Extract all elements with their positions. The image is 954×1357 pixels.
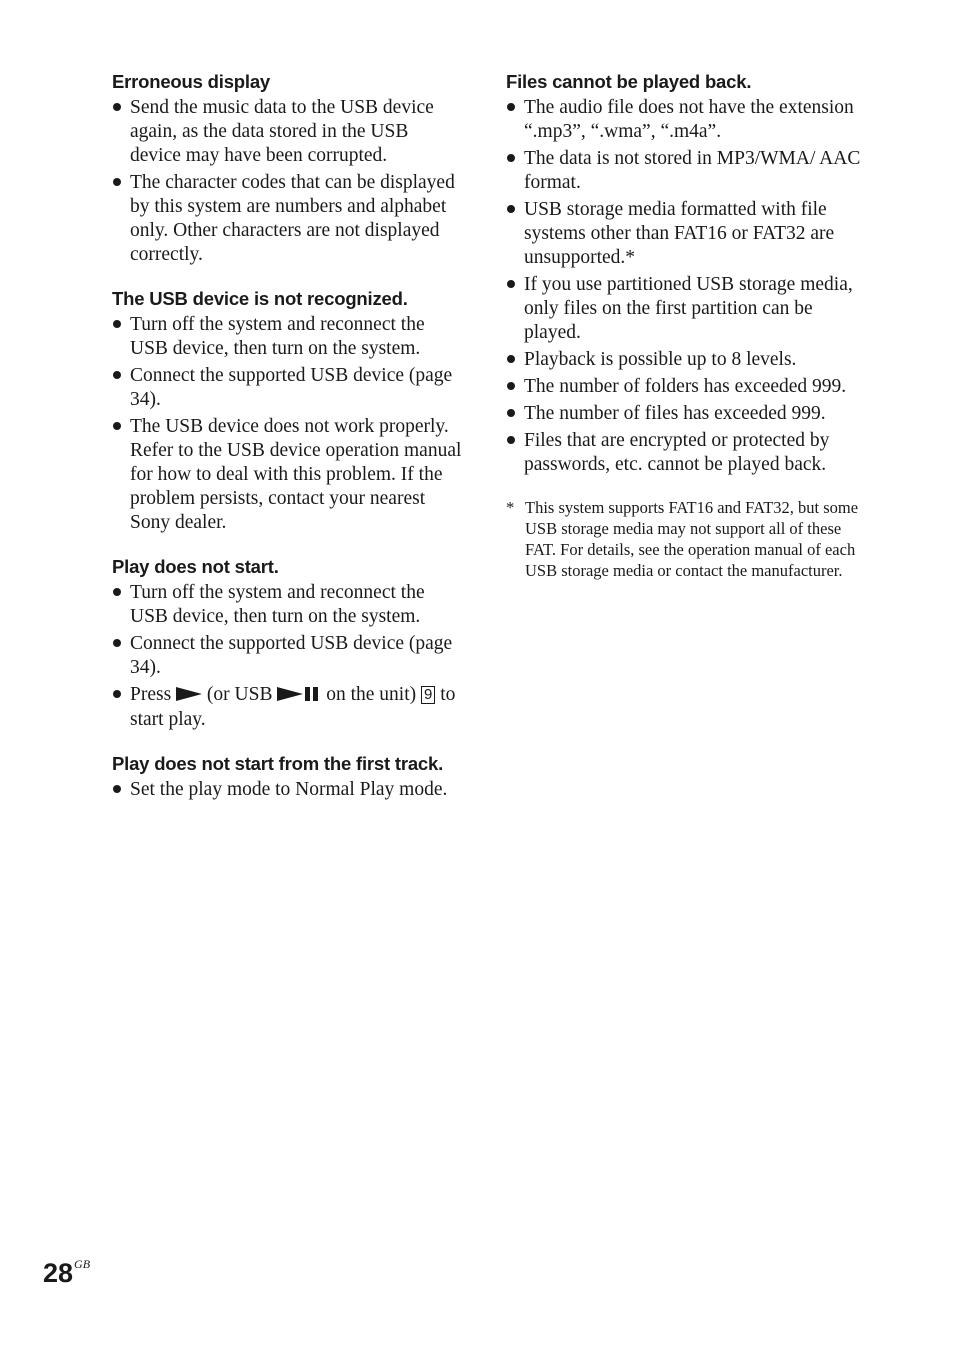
press-text: Press xyxy=(130,684,172,705)
list-item: Playback is possible up to 8 levels. xyxy=(506,348,862,372)
or-usb-text: (or USB xyxy=(206,684,273,705)
footnote-mark: * xyxy=(506,498,515,517)
right-column xyxy=(506,70,862,581)
page-number xyxy=(43,1244,90,1293)
list-item: The audio file does not have the extension “.mp3”, “.wma”, “.m4a”. xyxy=(506,96,862,144)
bullet-list xyxy=(112,313,462,535)
list-item: The character codes that can be displayed by this system are numbers and alphabet only. Other characters are not displayed correctly. xyxy=(112,171,462,267)
list-item: Connect the supported USB device (page 34). xyxy=(112,364,462,412)
list-item: Files that are encrypted or protected by passwords, etc. cannot be played back. xyxy=(506,429,862,477)
list-item: Send the music data to the USB device again, as the data stored in the USB device may have been corrupted. xyxy=(112,96,462,168)
section-usb-not-recognized xyxy=(112,287,462,535)
key-number-badge: 9 xyxy=(421,686,435,704)
section-files-cannot-play xyxy=(506,70,862,477)
to-start-text: to start play. xyxy=(130,684,456,730)
bullet-list xyxy=(112,778,462,802)
bullet-list xyxy=(112,581,462,732)
page-number-value: 28 xyxy=(43,1258,74,1288)
section-heading: Files cannot be played back. xyxy=(506,71,752,92)
section-play-not-start xyxy=(112,555,462,732)
list-item-press-play xyxy=(112,683,462,732)
on-unit-text: on the unit) xyxy=(326,684,417,705)
section-erroneous-display xyxy=(112,70,462,267)
section-heading: Play does not start from the first track. xyxy=(112,753,444,774)
list-item: Connect the supported USB device (page 34). xyxy=(112,632,462,680)
list-item: The number of files has exceeded 999. xyxy=(506,402,862,426)
list-item: Turn off the system and reconnect the USB device, then turn on the system. xyxy=(112,581,462,629)
play-pause-icon xyxy=(277,684,321,705)
list-item: If you use partitioned USB storage media, only files on the first partition can be played. xyxy=(506,273,862,345)
section-heading: The USB device is not recognized. xyxy=(112,288,408,309)
section-heading: Play does not start. xyxy=(112,556,279,577)
list-item: The number of folders has exceeded 999. xyxy=(506,375,862,399)
play-icon xyxy=(176,687,202,701)
footnote xyxy=(506,497,862,581)
list-item: Turn off the system and reconnect the USB device, then turn on the system. xyxy=(112,313,462,361)
left-column xyxy=(112,70,462,822)
footnote-text: This system supports FAT16 and FAT32, but some USB storage media may not support all of these FAT. For details, see the operation manual of each USB storage media or contact the manufacturer. xyxy=(525,498,859,580)
list-item: USB storage media formatted with file systems other than FAT16 or FAT32 are unsupported.* xyxy=(506,198,862,270)
page-number-suffix: GB xyxy=(74,1257,91,1271)
section-heading: Erroneous display xyxy=(112,71,271,92)
bullet-list xyxy=(112,96,462,267)
list-item: The USB device does not work properly. Refer to the USB device operation manual for how to deal with this problem. If the problem persists, contact your nearest Sony dealer. xyxy=(112,415,462,535)
bullet-list xyxy=(506,96,862,477)
list-item: The data is not stored in MP3/WMA/ AAC format. xyxy=(506,147,862,195)
section-play-not-first-track xyxy=(112,752,462,802)
list-item: Set the play mode to Normal Play mode. xyxy=(112,778,462,802)
